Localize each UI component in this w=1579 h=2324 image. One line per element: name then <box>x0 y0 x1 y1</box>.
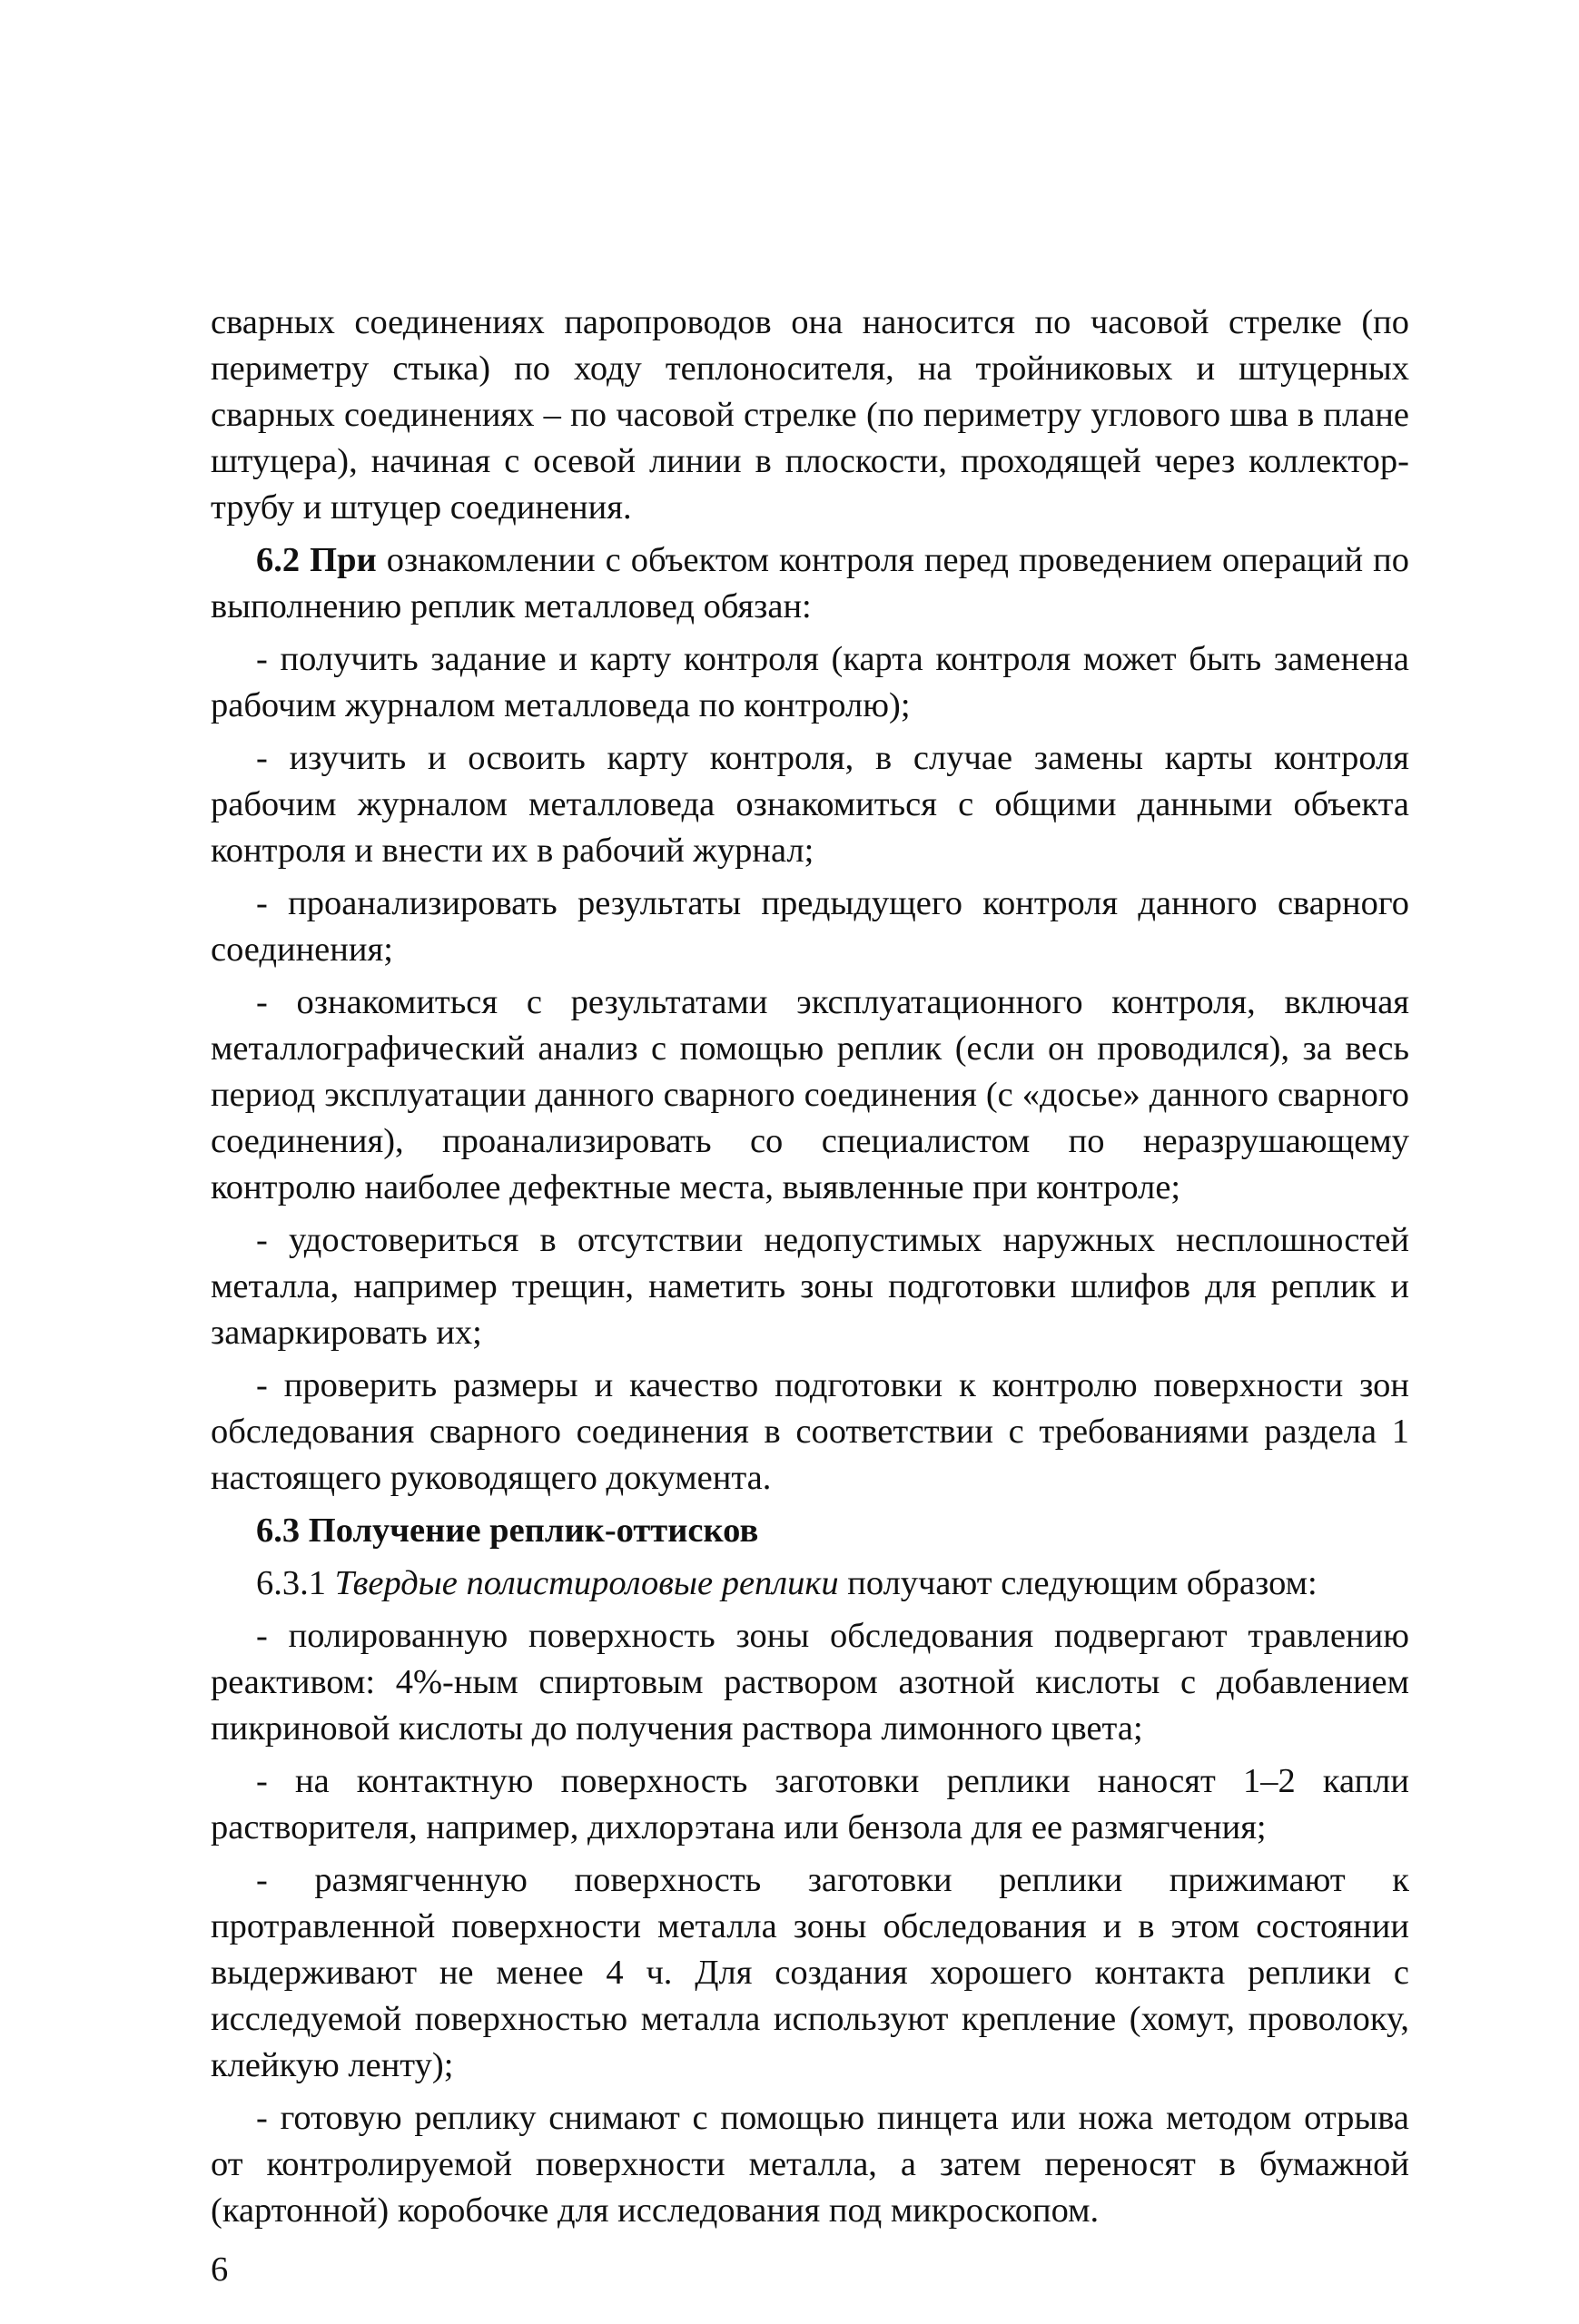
list-item: - получить задание и карту контроля (карта контроля может быть заменена рабочим журналом металловеда по контролю); <box>211 640 1409 724</box>
section-6-2-text: ознакомлении с объектом контроля перед проведением операций по выполнению реплик металловед обязан: <box>211 541 1409 625</box>
list-item: - размягченную поверхность заготовки реплики прижимают к протравленной поверхности металла зоны обследования и в этом состоянии выдерживают не менее 4 ч. Для создания хорошего контакта реплики с исследуемой поверхностью металла используют крепление (хомут, проволоку, клейкую ленту); <box>211 1861 1409 2084</box>
list-item: - проанализировать результаты предыдущего контроля данного сварного соединения; <box>211 884 1409 969</box>
list-item: - изучить и освоить карту контроля, в случае замены карты контроля рабочим журналом металловеда ознакомиться с общими данными объекта контроля и внести их в рабочий журнал; <box>211 739 1409 870</box>
list-item: - ознакомиться с результатами эксплуатационного контроля, включая металлографический анализ с помощью реплик (если он проводился), за весь период эксплуатации данного сварного соединения (с «досье» данного сварного соединения), проанализировать со специалистом по неразрушающему контролю наиболее дефектные места, выявленные при контроле; <box>211 983 1409 1206</box>
list-item: - на контактную поверхность заготовки реплики наносят 1–2 капли растворителя, например, дихлорэтана или бензола для ее размягчения; <box>211 1762 1409 1846</box>
list-item: - готовую реплику снимают с помощью пинцета или ножа методом отрыва от контролируемой поверхности металла, а затем переносят в бумажной (картонной) коробочке для исследования под микроскопом. <box>211 2099 1409 2230</box>
subsection-6-3-1-text: получают следующим образом: <box>838 1564 1317 1602</box>
subsection-6-3-1-number: 6.3.1 <box>256 1564 335 1602</box>
list-item: - полированную поверхность зоны обследования подвергают травлению реактивом: 4%-ным спиртовым раствором азотной кислоты с добавлением пикриновой кислоты до получения раствора лимонного цвета; <box>211 1617 1409 1748</box>
subsection-6-3-1-intro <box>211 1561 1409 1607</box>
document-body <box>211 300 1409 2234</box>
list-item: - удостовериться в отсутствии недопустимых наружных несплошностей металла, например трещин, наметить зоны подготовки шлифов для реплик и замаркировать их; <box>211 1221 1409 1352</box>
section-6-2-number: 6.2 При <box>256 541 377 579</box>
list-item: - проверить размеры и качество подготовки к контролю поверхности зон обследования сварного соединения в соответствии с требованиями раздела 1 настоящего руководящего документа. <box>211 1366 1409 1497</box>
section-6-3-heading: 6.3 Получение реплик-оттисков <box>256 1512 759 1550</box>
section-6-2-intro <box>211 537 1409 630</box>
page-number: 6 <box>211 2250 229 2289</box>
subsection-6-3-1-term: Твердые полистироловые реплики <box>334 1564 839 1602</box>
intro-paragraph: сварных соединениях паропроводов она наносится по часовой стрелке (по периметру стыка) по ходу теплоносителя, на тройниковых и штуцерных сварных соединениях – по часовой стрелке (по периметру углового шва в плане штуцера), начиная с осевой линии в плоскости, проходящей через коллектор-трубу и штуцер соединения. <box>211 303 1409 527</box>
